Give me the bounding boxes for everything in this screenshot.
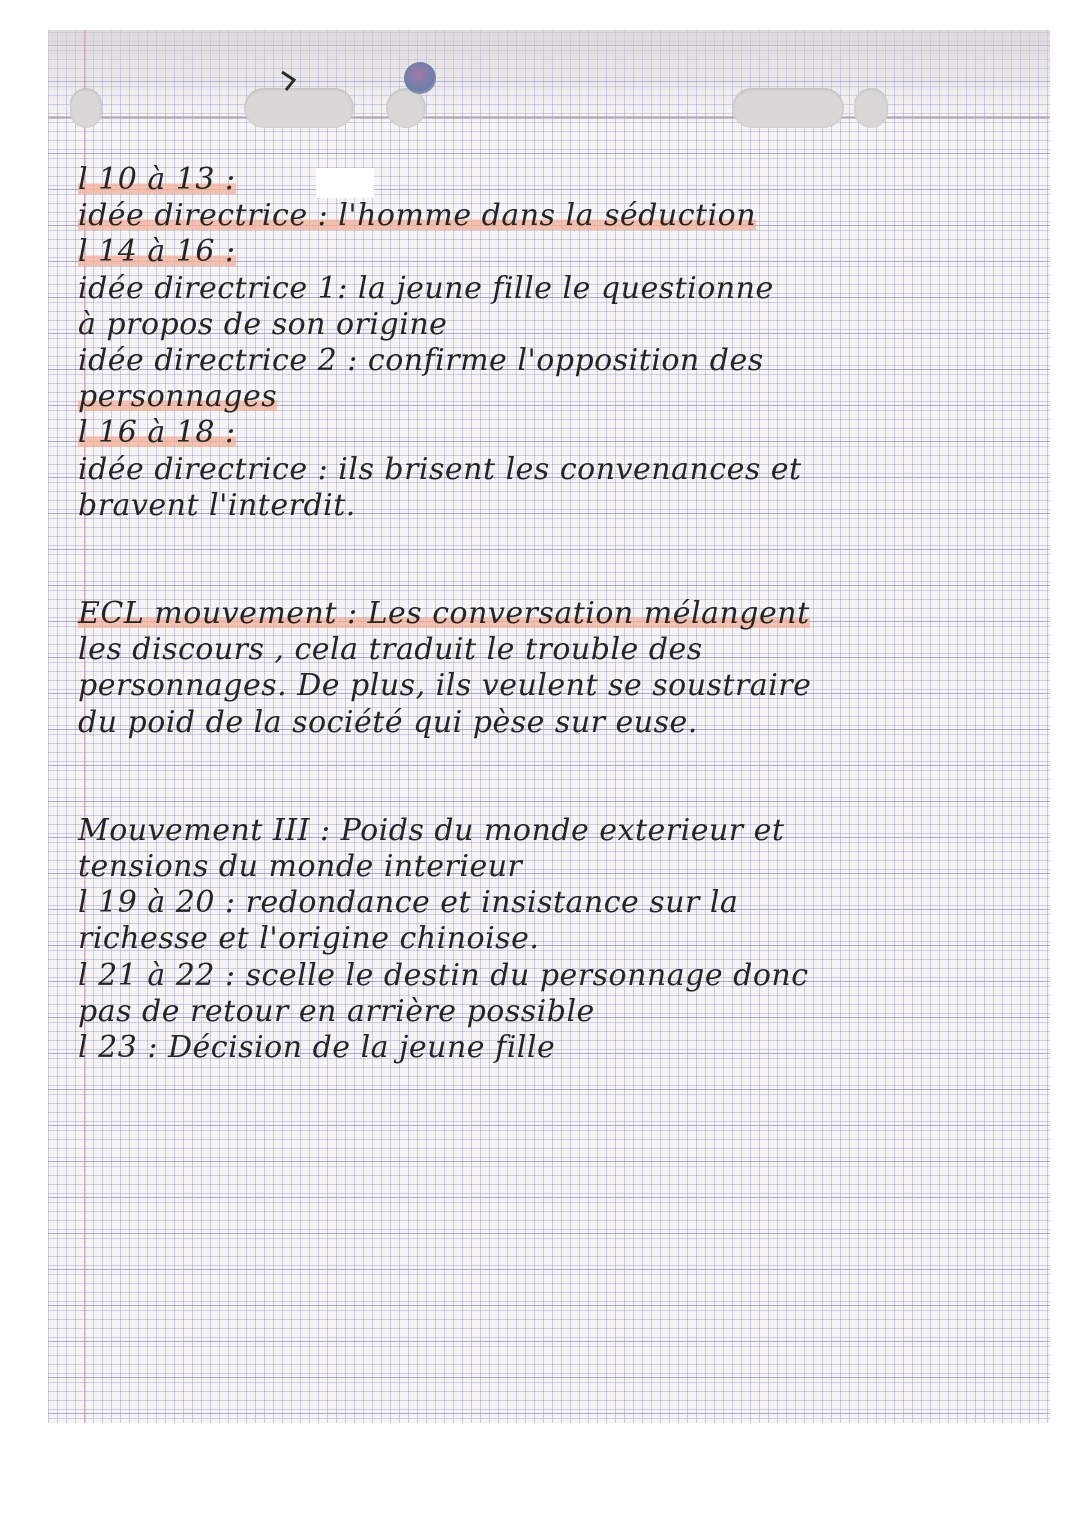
note-line: du poid de la société qui pèse sur euse. — [78, 704, 698, 740]
note-line: idée directrice : ils brisent les convenances et — [78, 451, 802, 487]
note-line: pas de retour en arrière possible — [78, 993, 595, 1029]
note-line: les discours , cela traduit le trouble des — [78, 632, 703, 668]
note-line: l 14 à 16 : — [78, 234, 236, 270]
note-line: l 23 : Décision de la jeune fille — [78, 1030, 556, 1066]
note-line: personnages. De plus, ils veulent se soustraire — [78, 668, 812, 704]
note-line: l 16 à 18 : — [78, 415, 236, 451]
binder-hole — [732, 88, 844, 128]
binder-hole — [386, 88, 426, 128]
note-line: idée directrice 2 : confirme l'opposition des — [78, 343, 764, 379]
note-line: richesse et l'origine chinoise. — [78, 921, 540, 957]
note-line: l 21 à 22 : scelle le destin du personnage donc — [78, 957, 809, 993]
spacer — [78, 741, 1028, 813]
page-top-shadow — [48, 30, 1050, 120]
binder-ring-dot-icon — [404, 62, 436, 94]
binder-hole — [244, 88, 354, 128]
handwritten-notes — [78, 162, 1028, 1066]
binder-hole — [854, 88, 888, 128]
note-line: l 10 à 13 : — [78, 162, 236, 197]
note-line: à propos de son origine — [78, 306, 448, 342]
note-line: tensions du monde interieur — [78, 849, 523, 885]
binder-hole — [70, 88, 102, 128]
note-line: idée directrice : l'homme dans la séduction — [78, 198, 757, 234]
spacer — [78, 524, 1028, 596]
note-line: personnages — [78, 379, 278, 415]
tear-line — [48, 116, 1050, 119]
note-line: bravent l'interdit. — [78, 487, 356, 523]
note-line: ECL mouvement : Les conversation mélangent — [78, 596, 810, 632]
note-line: Mouvement III : Poids du monde exterieur et — [78, 812, 785, 848]
binder-ring-mark-icon — [264, 66, 314, 94]
note-line: idée directrice 1: la jeune fille le questionne — [78, 270, 774, 306]
note-line: l 19 à 20 : redondance et insistance sur la — [78, 885, 739, 921]
